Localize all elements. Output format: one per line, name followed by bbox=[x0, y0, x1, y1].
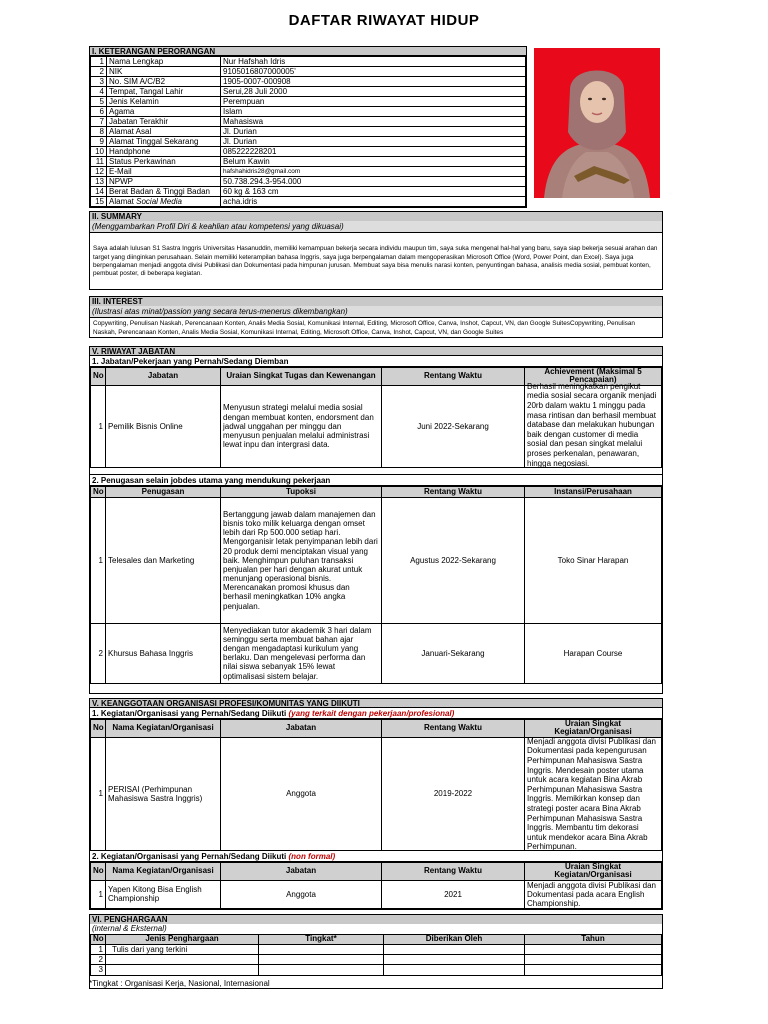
organisasi-sub1-note: (yang terkait dengan pekerjaan/profesional) bbox=[288, 709, 455, 718]
row-number: 11 bbox=[91, 157, 107, 167]
field-label bbox=[107, 167, 221, 177]
jenis-cell bbox=[106, 955, 259, 965]
tahun-cell bbox=[525, 965, 662, 975]
jenis-cell bbox=[106, 965, 259, 975]
jabatan-section bbox=[89, 346, 663, 694]
col-header-instansi: Instansi/Perusahaan bbox=[525, 486, 662, 497]
col-header-rentang: Rentang Waktu bbox=[382, 862, 525, 880]
rentang-cell: Juni 2022-Sekarang bbox=[382, 385, 525, 467]
jabatan-cell: Anggota bbox=[221, 737, 382, 850]
jabatan-sub1: 1. Jabatan/Pekerjaan yang Pernah/Sedang Diemban bbox=[90, 356, 662, 367]
organisasi-sub2-note: (non formal) bbox=[288, 851, 336, 861]
interest-section bbox=[89, 296, 663, 338]
field-label-italic: Social Media bbox=[136, 197, 182, 206]
summary-heading: II. SUMMARY bbox=[90, 212, 662, 221]
table-row bbox=[91, 497, 662, 623]
rentang-cell: Agustus 2022-Sekarang bbox=[382, 497, 525, 623]
row-number: 9 bbox=[91, 137, 107, 147]
jabatan-table bbox=[90, 367, 662, 468]
row-number: 3 bbox=[91, 77, 107, 87]
field-label-text: Jabatan Terakhir bbox=[109, 117, 168, 126]
personal-row bbox=[91, 157, 526, 167]
tupoksi-cell: Bertanggung jawab dalam manajemen dan bisnis toko milik keluarga dengan omset lebih dari Rp 500.000 setiap hari. Mengorganisir letak penyimpanan lebih dari 20 produk demi menciptakan visual yang baik. Menghimpun puluhan transaksi penjualan per hari dengan akurat untuk menunjang operasional bisnis. Merencanakan promosi khusus dan berhasil meningkatkan 10% angka penjualan. bbox=[221, 497, 382, 623]
personal-row bbox=[91, 167, 526, 177]
nama-cell: Yapen Kitong Bisa English Championship bbox=[106, 880, 221, 909]
field-label bbox=[107, 137, 221, 147]
field-label bbox=[107, 77, 221, 87]
nama-cell: PERISAI (Perhimpunan Mahasiswa Sastra Inggris) bbox=[106, 737, 221, 850]
penugasan-cell: Khursus Bahasa Inggris bbox=[106, 623, 221, 683]
personal-table bbox=[90, 56, 526, 207]
field-label bbox=[107, 87, 221, 97]
jabatan-heading: V. RIWAYAT JABATAN bbox=[90, 347, 662, 356]
instansi-cell: Toko Sinar Harapan bbox=[525, 497, 662, 623]
rentang-cell: Januari-Sekarang bbox=[382, 623, 525, 683]
row-number: 15 bbox=[91, 197, 107, 207]
achievement-cell: Berhasil meningkatkan pengikut media sosial secara organik menjadi 20rb dalam waktu 1 minggu pada masa rintisan dan berhasil membuat database dan melakukan hubungan baik dengan customer di media sosial dan pesan singkat melalui proses perkenalan, penawaran, hingga negosiasi. bbox=[527, 381, 657, 468]
personal-row bbox=[91, 187, 526, 197]
summary-section bbox=[89, 211, 663, 290]
personal-row bbox=[91, 87, 526, 97]
personal-row bbox=[91, 137, 526, 147]
personal-row bbox=[91, 77, 526, 87]
personal-row bbox=[91, 147, 526, 157]
row-number: 1 bbox=[91, 57, 107, 67]
tingkat-cell bbox=[259, 965, 384, 975]
field-label bbox=[107, 127, 221, 137]
field-value: hafshahidris28@gmail.com bbox=[221, 167, 526, 177]
organisasi-sub1: 1. Kegiatan/Organisasi yang Pernah/Sedang Diikuti bbox=[92, 709, 289, 718]
row-number: 7 bbox=[91, 117, 107, 127]
interest-heading: III. INTEREST bbox=[90, 297, 662, 306]
row-number: 12 bbox=[91, 167, 107, 177]
col-header-uraian: Uraian Singkat Kegiatan/Organisasi bbox=[525, 720, 662, 738]
spacer bbox=[90, 684, 662, 693]
organisasi-sub2: 2. Kegiatan/Organisasi yang Pernah/Sedang Diikuti bbox=[92, 851, 289, 861]
field-label-text: Nama Lengkap bbox=[109, 57, 164, 66]
jenis-cell: Tulis dari yang terkini bbox=[106, 945, 259, 955]
row-number: 2 bbox=[91, 67, 107, 77]
col-header-tupoksi: Tupoksi bbox=[221, 486, 382, 497]
row-number: 5 bbox=[91, 97, 107, 107]
field-value: Nur Hafshah Idris bbox=[221, 57, 526, 67]
table-row bbox=[91, 385, 662, 467]
tingkat-cell bbox=[259, 955, 384, 965]
row-number: 1 bbox=[91, 945, 106, 955]
field-label-text: NPWP bbox=[109, 177, 133, 186]
col-header-tahun: Tahun bbox=[525, 935, 662, 945]
field-label-text: Agama bbox=[109, 107, 135, 116]
field-label bbox=[107, 177, 221, 187]
col-header-rentang: Rentang Waktu bbox=[382, 486, 525, 497]
row-number: 3 bbox=[91, 965, 106, 975]
col-header-no: No bbox=[91, 486, 106, 497]
col-header-nama: Nama Kegiatan/Organisasi bbox=[106, 862, 221, 880]
col-header-rentang: Rentang Waktu bbox=[382, 368, 525, 386]
jabatan-sub2: 2. Penugasan selain jobdes utama yang mendukung pekerjaan bbox=[90, 475, 662, 486]
row-number: 13 bbox=[91, 177, 107, 187]
penghargaan-heading: VI. PENGHARGAAN bbox=[90, 915, 662, 924]
field-value: Mahasiswa bbox=[221, 117, 526, 127]
table-row bbox=[91, 880, 662, 909]
col-header-no: No bbox=[91, 368, 106, 386]
penugasan-cell: Telesales dan Marketing bbox=[106, 497, 221, 623]
field-label-text: Alamat Asal bbox=[109, 127, 152, 136]
col-header-no: No bbox=[91, 720, 106, 738]
tingkat-cell bbox=[259, 945, 384, 955]
table-row bbox=[91, 737, 662, 850]
diberikan-cell bbox=[384, 965, 525, 975]
col-header-uraian: Uraian Singkat Kegiatan/Organisasi bbox=[525, 862, 662, 880]
organisasi-table bbox=[90, 719, 662, 851]
table-row bbox=[91, 955, 662, 965]
col-header-diberikan: Diberikan Oleh bbox=[384, 935, 525, 945]
col-header-jenis: Jenis Penghargaan bbox=[106, 935, 259, 945]
rentang-cell: 2019-2022 bbox=[382, 737, 525, 850]
field-value: 085222228201 bbox=[221, 147, 526, 157]
col-header-jabatan: Jabatan bbox=[221, 720, 382, 738]
diberikan-cell bbox=[384, 945, 525, 955]
field-label-text: Status Perkawinan bbox=[109, 157, 176, 166]
field-label bbox=[107, 117, 221, 127]
personal-row bbox=[91, 97, 526, 107]
field-value: Jl. Durian bbox=[221, 137, 526, 147]
row-number: 14 bbox=[91, 187, 107, 197]
field-label bbox=[107, 97, 221, 107]
field-label bbox=[107, 57, 221, 67]
table-row bbox=[91, 945, 662, 955]
row-number: 6 bbox=[91, 107, 107, 117]
field-value: acha.idris bbox=[221, 197, 526, 207]
tupoksi-cell: Menyediakan tutor akademik 3 hari dalam seminggu serta membuat bahan ajar dengan mengadaptasi kurikulum yang berlaku. Dan mengelevasi performa dan nilai siswa sebanyak 15% lewat optimalisasi sistem belajar. bbox=[221, 623, 382, 683]
field-value: 50.738.294.3-954.000 bbox=[221, 177, 526, 187]
field-label bbox=[107, 197, 221, 207]
field-label-text: Alamat bbox=[109, 197, 137, 206]
col-header-nama: Nama Kegiatan/Organisasi bbox=[106, 720, 221, 738]
penghargaan-subtitle: (internal & Eksternal) bbox=[92, 924, 167, 933]
spacer bbox=[90, 468, 662, 475]
organisasi-heading: V. KEANGGOTAAN ORGANISASI PROFESI/KOMUNITAS YANG DIIKUTI bbox=[90, 699, 662, 708]
row-number: 1 bbox=[91, 497, 106, 623]
field-label-text: Alamat Tinggal Sekarang bbox=[109, 137, 199, 146]
field-label-text: No. SIM A/C/B2 bbox=[109, 77, 166, 86]
col-header-achievement: Achievement (Maksimal 5 Pencapaian) bbox=[525, 368, 662, 386]
field-value: 1905-0007-000908 bbox=[221, 77, 526, 87]
personal-row bbox=[91, 197, 526, 207]
field-label bbox=[107, 147, 221, 157]
row-number: 10 bbox=[91, 147, 107, 157]
row-number: 2 bbox=[91, 623, 106, 683]
tahun-cell bbox=[525, 955, 662, 965]
col-header-no: No bbox=[91, 862, 106, 880]
col-header-uraian: Uraian Singkat Tugas dan Kewenangan bbox=[221, 368, 382, 386]
field-value: Serui,28 Juli 2000 bbox=[221, 87, 526, 97]
uraian-cell: Menjadi anggota divisi Publikasi dan Dokumentasi pada kepengurusan Perhimpunan Mahasiswa Sastra Inggris. Mendesain poster utama untuk acara kegiatan Bina Akrab Perhimpunan Mahasiswa Sastra Inggris. Memikirkan konsep dan strategi poster acara Bina Akrab Perhimpunan Mahasiswa Sastra Inggris. Membantu tim dekorasi untuk mendekor acara Bina Akrab Perhimpunan. bbox=[527, 736, 656, 852]
uraian-cell: Menyusun strategi melalui media sosial dengan membuat konten, endorsment dan jadwal unggahan per minggu dan menyusun penjualan melalui administrasi lewat inpu dan intergrasi data. bbox=[221, 385, 382, 467]
instansi-cell: Harapan Course bbox=[525, 623, 662, 683]
col-header-jabatan: Jabatan bbox=[221, 862, 382, 880]
field-label bbox=[107, 67, 221, 77]
field-label-text: Tempat, Tangal Lahir bbox=[109, 87, 184, 96]
row-number: 1 bbox=[91, 385, 106, 467]
field-label-text: E-Mail bbox=[109, 167, 132, 176]
personal-row bbox=[91, 127, 526, 137]
field-value: Perempuan bbox=[221, 97, 526, 107]
personal-row bbox=[91, 177, 526, 187]
field-value: 60 kg & 163 cm bbox=[221, 187, 526, 197]
row-number: 8 bbox=[91, 127, 107, 137]
document-title: DAFTAR RIWAYAT HIDUP bbox=[288, 12, 480, 29]
field-value: Belum Kawin bbox=[221, 157, 526, 167]
jabatan-cell: Pemilik Bisnis Online bbox=[106, 385, 221, 467]
interest-subtitle: (Ilustrasi atas minat/passion yang secara terus-menerus dikembangkan) bbox=[90, 306, 662, 318]
footnote: *Tingkat : Organisasi Kerja, Nasional, Internasional bbox=[89, 979, 270, 988]
row-number: 1 bbox=[91, 737, 106, 850]
organisasi-nonformal-table bbox=[90, 862, 662, 909]
field-label-text: Berat Badan & Tinggi Badan bbox=[109, 187, 210, 196]
jabatan-cell: Anggota bbox=[221, 880, 382, 909]
col-header-rentang: Rentang Waktu bbox=[382, 720, 525, 738]
penghargaan-table bbox=[90, 934, 662, 976]
field-label-text: Jenis Kelamin bbox=[109, 97, 159, 106]
diberikan-cell bbox=[384, 955, 525, 965]
personal-row bbox=[91, 107, 526, 117]
organisasi-section bbox=[89, 698, 663, 910]
penghargaan-section bbox=[89, 914, 663, 989]
field-label bbox=[107, 157, 221, 167]
col-header-no: No bbox=[91, 935, 106, 945]
col-header-penugasan: Penugasan bbox=[106, 486, 221, 497]
penugasan-table bbox=[90, 486, 662, 684]
interest-text: Copywriting, Penulisan Naskah, Perencanaan Konten, Analis Media Sosial, Komunikasi Internal, Editing, Microsoft Office, Canva, Inshot, Capcut, VN, dan Google SuitesCopywriting, Penulisan Naskah, Perencanaan Konten, Analis Media Sosial, Komunikasi Internal, Editing, Microsoft Office, Canva, Inshot, Capcut, VN, dan Google Suites bbox=[93, 320, 635, 336]
field-label bbox=[107, 187, 221, 197]
personal-heading: I. KETERANGAN PERORANGAN bbox=[90, 47, 526, 56]
table-row bbox=[91, 623, 662, 683]
field-value: Islam bbox=[221, 107, 526, 117]
summary-text: Saya adalah lulusan S1 Sastra Inggris Universitas Hasanuddin, memiliki kemampuan bekerja secara individu maupun tim, saya suka mengenal hal-hal yang baru, saya siap bekerja sesuai arahan dan target yang diinginkan perusahaan. Selain memiliki keterampilan bahasa Inggris, saya juga berpengalaman dalam mengoperasikan Microsoft Office (Word, Power Point, dan Excel). Saya juga berpengalaman menjadi anggota divisi Publikasi dan Dokumentasi pada himpunan jurusan. Membuat saya bisa menulis narasi konten, penyuntingan bahasa, analisis media sosial, pembuat konten, pembuat poster, di beberapa kegiatan. bbox=[93, 245, 658, 278]
field-label bbox=[107, 107, 221, 117]
rentang-cell: 2021 bbox=[382, 880, 525, 909]
profile-photo bbox=[534, 48, 660, 198]
row-number: 4 bbox=[91, 87, 107, 97]
col-header-tingkat: Tingkat* bbox=[259, 935, 384, 945]
uraian-cell: Menjadi anggota divisi Publikasi dan Dokumentasi pada acara English Championship. bbox=[525, 880, 662, 909]
tahun-cell bbox=[525, 945, 662, 955]
row-number: 2 bbox=[91, 955, 106, 965]
summary-subtitle: (Menggambarkan Profil Diri & keahlian atau kompetensi yang dikuasai) bbox=[90, 221, 662, 233]
col-header-jabatan: Jabatan bbox=[106, 368, 221, 386]
field-value: 9105016807000005' bbox=[221, 67, 526, 77]
table-row bbox=[91, 965, 662, 975]
personal-row bbox=[91, 67, 526, 77]
field-label-text: NIK bbox=[109, 67, 123, 76]
row-number: 1 bbox=[91, 880, 106, 909]
field-value: Jl. Durian bbox=[221, 127, 526, 137]
personal-row bbox=[91, 117, 526, 127]
field-label-text: Handphone bbox=[109, 147, 151, 156]
profile-photo-illustration bbox=[534, 48, 660, 198]
personal-section bbox=[89, 46, 527, 208]
personal-row bbox=[91, 57, 526, 67]
